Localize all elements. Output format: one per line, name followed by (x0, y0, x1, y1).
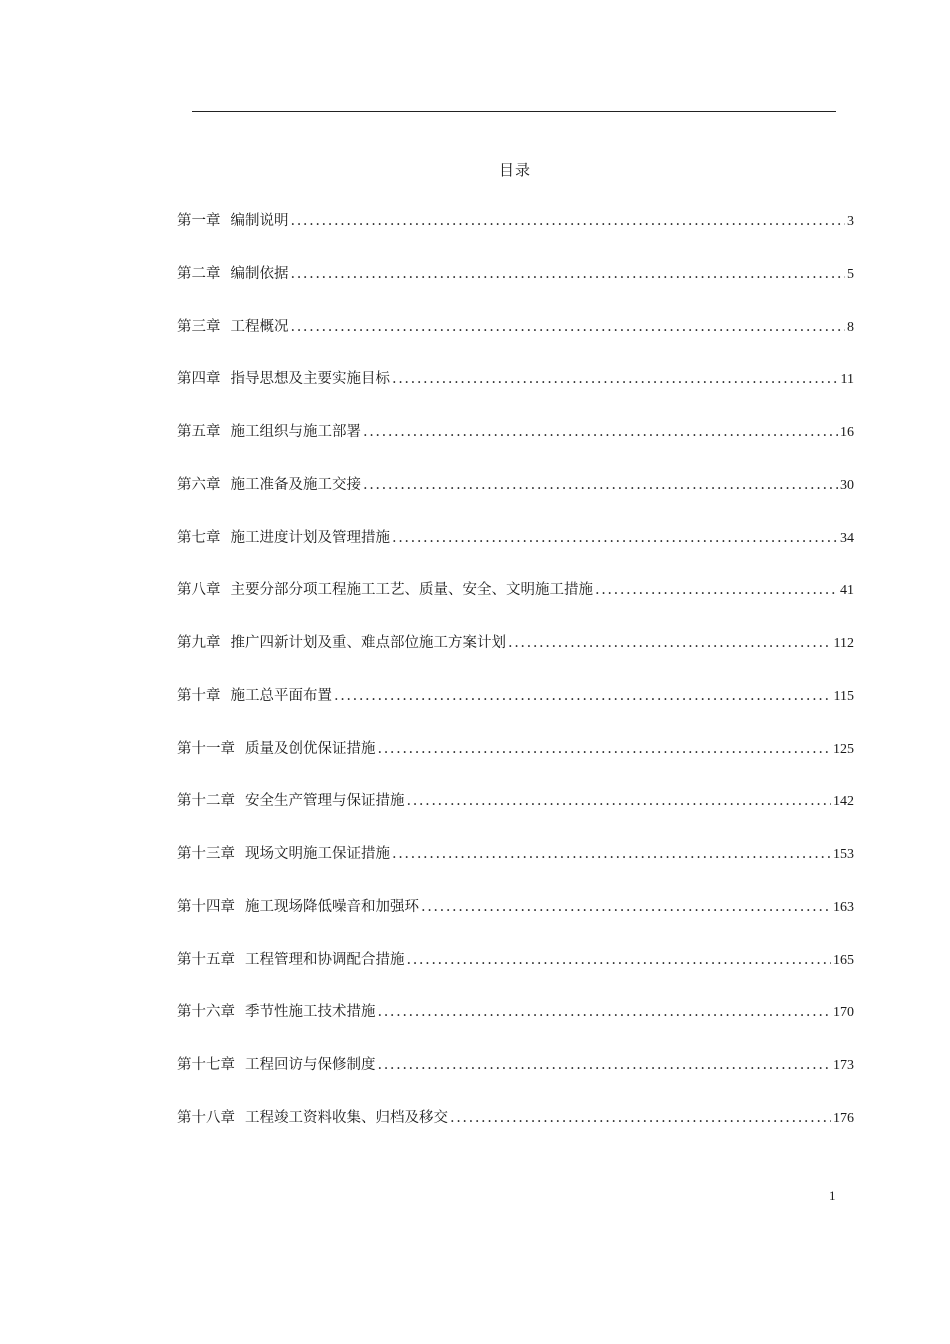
toc-entry-label (177, 684, 332, 705)
toc-entry-chapter: 第四章 (177, 371, 221, 388)
toc-entry[interactable] (177, 526, 854, 579)
toc-entry-page: 170 (833, 1005, 854, 1021)
toc-entry-leader-dots (363, 424, 838, 440)
toc-entry-chapter: 第十八章 (177, 1109, 235, 1126)
toc-entry-label (177, 631, 506, 652)
toc-entry-text: 安全生产管理与保证措施 (245, 793, 405, 810)
toc-entry-text: 工程概况 (230, 318, 289, 335)
toc-entry-page: 115 (833, 688, 854, 704)
toc-entry-leader-dots (334, 688, 832, 704)
toc-entry-chapter: 第十二章 (177, 793, 235, 810)
toc-entry-label (177, 789, 405, 810)
toc-title: 目录 (498, 161, 531, 179)
toc-entry[interactable] (177, 262, 854, 315)
toc-entry-chapter: 第十三章 (177, 846, 235, 862)
toc-entry-text: 工程管理和协调配合措施 (245, 951, 405, 968)
toc-entry-page: 112 (833, 636, 854, 651)
toc-entry-label (177, 1106, 448, 1127)
toc-entry-label (177, 578, 593, 599)
toc-entry-chapter: 第十六章 (177, 1004, 235, 1021)
toc-entry-text: 现场文明施工保证措施 (245, 846, 390, 862)
toc-entry-page: 142 (833, 794, 854, 810)
toc-entry-text: 季节性施工技术措施 (245, 1004, 376, 1021)
toc-entry-label (177, 420, 361, 441)
toc-entry-page: 173 (833, 1058, 854, 1073)
toc-entry-text: 质量及创优保证措施 (245, 740, 376, 757)
toc-entry-page: 30 (840, 477, 854, 493)
toc-entry-leader-dots (378, 1004, 832, 1020)
toc-entry-leader-dots (291, 213, 846, 229)
toc-entry-text: 指导思想及主要实施目标 (230, 371, 390, 388)
toc-entry-page: 176 (833, 1110, 854, 1126)
toc-entry-page: 34 (840, 530, 854, 546)
toc-entry-chapter: 第五章 (177, 424, 221, 440)
toc-entry-chapter: 第一章 (177, 213, 221, 229)
toc-entry-page: 3 (847, 214, 854, 229)
toc-entry[interactable] (177, 578, 854, 631)
toc-entry-label (177, 473, 361, 494)
toc-entry-text: 工程回访与保修制度 (245, 1057, 376, 1073)
toc-entry[interactable] (177, 420, 854, 473)
toc-entry-label (177, 895, 419, 916)
toc-entry-label (177, 948, 405, 969)
toc-entry-page: 5 (847, 266, 854, 282)
toc-entry-leader-dots (378, 741, 832, 757)
toc-entry-leader-dots (291, 319, 846, 335)
toc-entry-page: 8 (847, 319, 854, 335)
toc-entry-page: 16 (840, 425, 854, 440)
toc-entry-text: 推广四新计划及重、难点部位施工方案计划 (230, 635, 506, 651)
page-number: 1 (829, 1188, 836, 1203)
toc-entry-label (177, 315, 289, 336)
toc-entry-label (177, 1000, 376, 1021)
toc-entry[interactable] (177, 789, 854, 842)
toc-entry[interactable] (177, 895, 854, 948)
toc-entry-label (177, 842, 390, 863)
toc-entry-leader-dots (421, 899, 831, 915)
toc-entry-text: 施工现场降低噪音和加强环 (245, 898, 419, 915)
toc-entry-chapter: 第十七章 (177, 1057, 235, 1073)
toc-entry-chapter: 第三章 (177, 318, 221, 335)
toc-entry-text: 施工进度计划及管理措施 (230, 529, 390, 546)
toc-entry-text: 施工准备及施工交接 (230, 476, 361, 493)
toc-entry-text: 施工组织与施工部署 (230, 424, 361, 440)
header-rule (192, 111, 836, 112)
toc-entry-chapter: 第六章 (177, 476, 221, 493)
toc-entry[interactable] (177, 631, 854, 684)
toc-entry-leader-dots (407, 793, 832, 809)
toc-entry-text: 编制说明 (230, 213, 289, 229)
toc-entry-chapter: 第十四章 (177, 898, 235, 915)
toc-entry-leader-dots (291, 266, 846, 282)
toc-entry-text: 编制依据 (230, 265, 289, 282)
toc-entry-leader-dots (392, 846, 831, 862)
toc-entry[interactable] (177, 948, 854, 1001)
toc-entry-leader-dots (450, 1110, 831, 1126)
toc-entry-chapter: 第十章 (177, 687, 221, 704)
toc-entry-page: 11 (840, 372, 854, 388)
toc-entry[interactable] (177, 684, 854, 737)
toc-entry[interactable] (177, 315, 854, 368)
toc-entry-chapter: 第二章 (177, 265, 221, 282)
toc-entry[interactable] (177, 737, 854, 790)
toc-entry-leader-dots (392, 371, 839, 387)
toc-entry-label (177, 1053, 376, 1074)
toc-entry-leader-dots (392, 530, 838, 546)
toc-entry[interactable] (177, 367, 854, 420)
toc-entry[interactable] (177, 842, 854, 895)
toc-entry-page: 41 (840, 583, 854, 599)
toc-entry-leader-dots (595, 582, 838, 598)
toc-entry-page: 165 (833, 952, 854, 968)
toc-entry-chapter: 第十一章 (177, 740, 235, 757)
toc-entry-leader-dots (363, 477, 838, 493)
toc-entry[interactable] (177, 1000, 854, 1053)
toc-entry-chapter: 第七章 (177, 529, 221, 546)
toc-entry-chapter: 第十五章 (177, 951, 235, 968)
toc-entry-text: 施工总平面布置 (230, 687, 332, 704)
toc-entry-label (177, 262, 289, 283)
toc-entry-text: 主要分部分项工程施工工艺、质量、安全、文明施工措施 (230, 582, 593, 599)
toc-entry-label (177, 209, 289, 230)
toc-entry[interactable] (177, 1106, 854, 1159)
toc-entry[interactable] (177, 1053, 854, 1106)
toc-entry-page: 153 (833, 847, 854, 862)
toc-entry-text: 工程竣工资料收集、归档及移交 (245, 1109, 448, 1126)
toc-entry-page: 125 (833, 741, 854, 757)
toc-entry[interactable] (177, 473, 854, 526)
toc-entry-label (177, 737, 376, 758)
toc-entry[interactable] (177, 209, 854, 262)
toc-entry-leader-dots (407, 952, 832, 968)
toc-entry-label (177, 526, 390, 547)
toc-entry-chapter: 第九章 (177, 635, 221, 651)
table-of-contents (177, 209, 854, 1159)
toc-entry-chapter: 第八章 (177, 582, 221, 599)
toc-entry-label (177, 367, 390, 388)
toc-entry-leader-dots (378, 1057, 832, 1073)
toc-entry-page: 163 (833, 899, 854, 915)
toc-entry-leader-dots (508, 635, 832, 651)
